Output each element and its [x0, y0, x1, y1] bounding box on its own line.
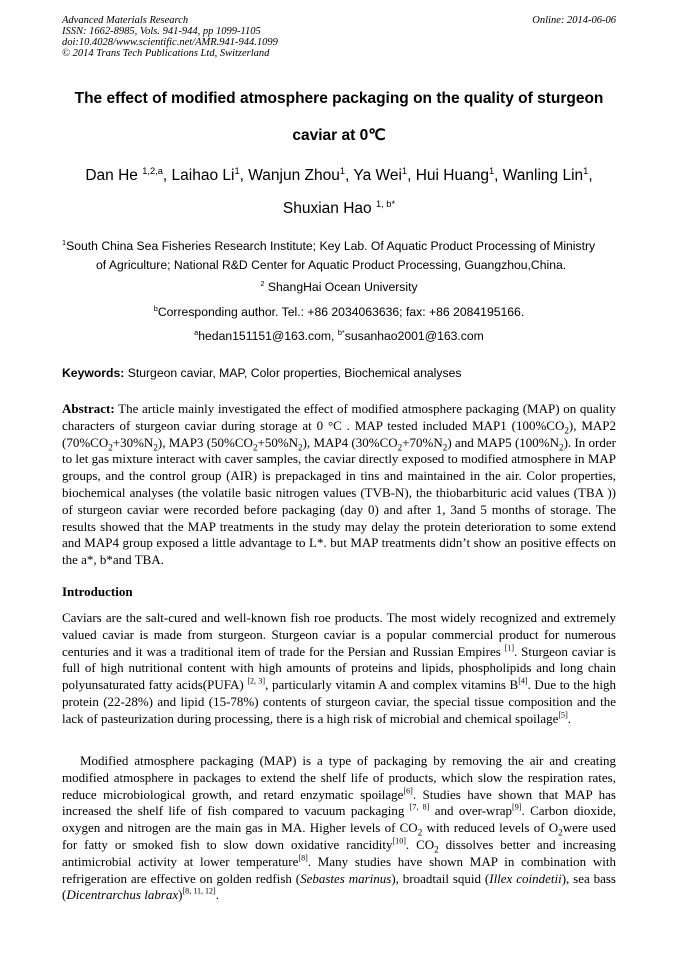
abstract-text: +50%N: [257, 434, 299, 450]
author-sup: 1,2,a: [142, 165, 163, 176]
citation[interactable]: [8, 11, 12]: [182, 887, 216, 897]
paragraph-text: Caviars are the salt-cured and well-known fish roe products. The most widely recognized and extremely valued caviar is made from sturgeon. Sturgeon caviar is a popular commercial product for numerous centuries and it was a traditional item of trade for the Persian and Russian Empires: [62, 610, 616, 659]
author-name: Laihao Li: [171, 167, 235, 184]
corresponding-author: [62, 303, 616, 322]
subscript: 2: [417, 827, 423, 838]
affiliation-1: [62, 237, 616, 275]
subscript: 2: [559, 442, 564, 453]
author-sup: 1: [339, 165, 346, 176]
abstract-text: ), MAP4 (30%CO: [302, 434, 398, 450]
abstract-text: +30%N: [112, 434, 154, 450]
email-sup: a: [194, 327, 199, 337]
author-list-line-1: Dan He $^{1,2,a}$, Laihao Li$^1$, Wanjun Zhou$^1$, Ya Wei$^1$, Hui Huang$^1$, Wanling Lin$^1$,: [85, 165, 593, 184]
paragraph-text: . Carbon dioxide, oxygen and nitrogen are the main gas in MA. Higher levels of CO: [62, 803, 616, 836]
keywords-text: Sturgeon caviar, MAP, Color properties, Biochemical analyses: [127, 366, 462, 380]
paragraph-text: and over-wrap: [429, 803, 513, 819]
subscript: 2: [397, 442, 403, 453]
abstract-text: ). In order to let gas mixture interact with caver samples, the caviar directly exposed to modified atmosphere in MAP groups, and the control group (AIR) is prepackaged in tins and maintained in the air. Color properties, biochemical analyses (the volatile basic nitrogen values (TVB-N), the thiobarbituric acid values (TBA )) of sturgeon caviar were recorded before packaging (day 0) and after 1, 3and 5 months of storage. The results showed that the MAP treatments in the study may delay the protein deterioration to some extend and MAP4 group exposed a little advantage to L*. but MAP treatments didn’t show an positive effects on the a*, b*and TBA.: [62, 434, 616, 568]
keywords: [62, 366, 616, 380]
online-date: Online: 2014-06-06: [532, 15, 616, 26]
author-sup: 1, b*: [375, 198, 396, 209]
citation[interactable]: [10]: [392, 836, 406, 846]
citation[interactable]: [4]: [518, 676, 528, 686]
paragraph-text: Modified atmosphere packaging (MAP) is a type of packaging by removing the air and creating modified atmosphere in packages to extend the shelf life of products, which slow the respiration rates, reduce microbiological growth, and retard enzymatic spoilage: [62, 753, 616, 802]
paragraph-text: . Many studies have shown MAP in combination with refrigeration are effective on golden redfish (: [62, 853, 616, 886]
author-name: Shuxian Hao: [282, 200, 372, 217]
author-sup: 1: [488, 165, 495, 176]
abstract-text: ), MAP2 (70%CO: [62, 417, 616, 450]
email-a[interactable]: hedan151151@163.com,: [198, 329, 335, 343]
abstract: [62, 401, 616, 569]
author-sup: 1: [234, 165, 240, 176]
abstract-text: The article mainly investigated the effect of modified atmosphere packaging (MAP) on quality characters of sturgeon caviar during storage at 0 °C . MAP tested included MAP1 (100%CO: [62, 401, 617, 433]
paragraph-text: . Due to the high protein (22-28%) and lipid (15-78%) contents of sturgeon caviar, the special tissue composition and the lack of pasteurization during processing, there is a high risk of microbial and chemical spoilage: [62, 677, 617, 726]
subscript: 2: [558, 827, 563, 838]
keywords-label: Keywords:: [62, 366, 125, 380]
paragraph-text: .: [215, 887, 219, 903]
affiliation-line: ShangHai Ocean University: [267, 280, 418, 294]
paragraph-text: ): [178, 887, 183, 903]
paragraph-text: dissolves better and increasing antimicrobial activity at lower temperature: [62, 836, 616, 869]
author-name: Wanjun Zhou: [248, 167, 340, 184]
issn-line: ISSN: 1662-8985, Vols. 941-944, pp 1099-1105: [62, 26, 261, 37]
affiliation-line: of Agriculture; National R&D Center for Aquatic Product Processing, Guangzhou,China.: [96, 258, 567, 272]
abstract-label: Abstract:: [62, 401, 115, 416]
subscript: 2: [442, 442, 448, 453]
copyright-line: © 2014 Trans Tech Publications Ltd, Switzerland: [62, 48, 270, 59]
paragraph-text: ), broadtail squid (: [391, 870, 490, 886]
paragraph-text: , particularly vitamin A and complex vitamins B: [265, 677, 519, 693]
abstract-text: ), MAP3 (50%CO: [157, 434, 253, 450]
affiliation-sup: 2: [260, 278, 265, 288]
subscript: 2: [153, 442, 158, 453]
abstract-text: ) and MAP5 (100%N: [447, 434, 560, 450]
citation[interactable]: [7, 8]: [409, 803, 430, 813]
citation[interactable]: [2, 3]: [247, 676, 266, 686]
affiliation-2: [62, 278, 616, 297]
subscript: 2: [434, 844, 439, 855]
corr-text: Corresponding author. Tel.: +86 2034063636; fax: +86 2084195166.: [157, 305, 525, 319]
journal-name: Advanced Materials Research: [62, 15, 189, 26]
paragraph-text: with reduced levels of O: [422, 820, 559, 836]
citation[interactable]: [6]: [403, 786, 413, 796]
author-sup: 1: [401, 165, 408, 176]
corr-sup: b: [153, 303, 158, 313]
citation[interactable]: [1]: [504, 643, 515, 653]
species-name: Illex coindetii: [489, 870, 562, 886]
species-name: Dicentrarchus labrax: [66, 887, 179, 903]
author-list-line-2: [62, 200, 616, 218]
email-sup: b*: [337, 327, 345, 337]
affiliation-line: South China Sea Fisheries Research Institute; Key Lab. Of Aquatic Product Processing of Ministry: [66, 239, 596, 253]
paragraph-text: ), sea bass (: [62, 870, 616, 903]
paper-title-line-1: The effect of modified atmosphere packaging on the quality of sturgeon: [74, 90, 604, 107]
introduction-paragraph-1: [62, 610, 616, 728]
paragraph-text: were used for fatty or smoked fish to slow down oxidative rancidity: [62, 820, 616, 852]
email-line: [62, 327, 616, 346]
abstract-text: +70%N: [402, 434, 443, 450]
citation[interactable]: [8]: [298, 853, 308, 863]
author-sup: 1: [583, 165, 589, 176]
introduction-heading: Introduction: [62, 584, 133, 599]
subscript: 2: [298, 442, 303, 453]
paragraph-text: .: [567, 710, 572, 726]
journal-header: [62, 15, 278, 59]
doi-line: doi:10.4028/www.scientific.net/AMR.941-944.1099: [62, 37, 278, 48]
email-b[interactable]: susanhao2001@163.com: [344, 329, 484, 343]
affiliation-sup: 1: [62, 237, 67, 247]
species-name: Sebastes marinus: [300, 870, 392, 886]
author-name: Hui Huang: [415, 167, 489, 184]
paragraph-text: . CO: [405, 836, 435, 852]
author-name: Dan He: [85, 167, 138, 184]
paragraph-text: . Studies have shown that MAP has increased the shelf life of fish compared to vacuum packaging: [62, 786, 616, 819]
author-name: Wanling Lin: [502, 167, 584, 184]
subscript: 2: [564, 425, 569, 436]
paragraph-text: . Sturgeon caviar is full of high nutritional content with high amounts of proteins and lipids, phospholipids and long chain polyunsaturated fatty acids(PUFA): [62, 643, 616, 693]
introduction-paragraph-2: [62, 753, 616, 904]
subscript: 2: [108, 442, 113, 453]
author-name: Ya Wei: [353, 167, 402, 184]
citation[interactable]: [5]: [558, 710, 568, 720]
subscript: 2: [252, 442, 258, 453]
paper-title-line-2: caviar at 0℃: [292, 127, 386, 144]
citation[interactable]: [9]: [512, 803, 522, 813]
